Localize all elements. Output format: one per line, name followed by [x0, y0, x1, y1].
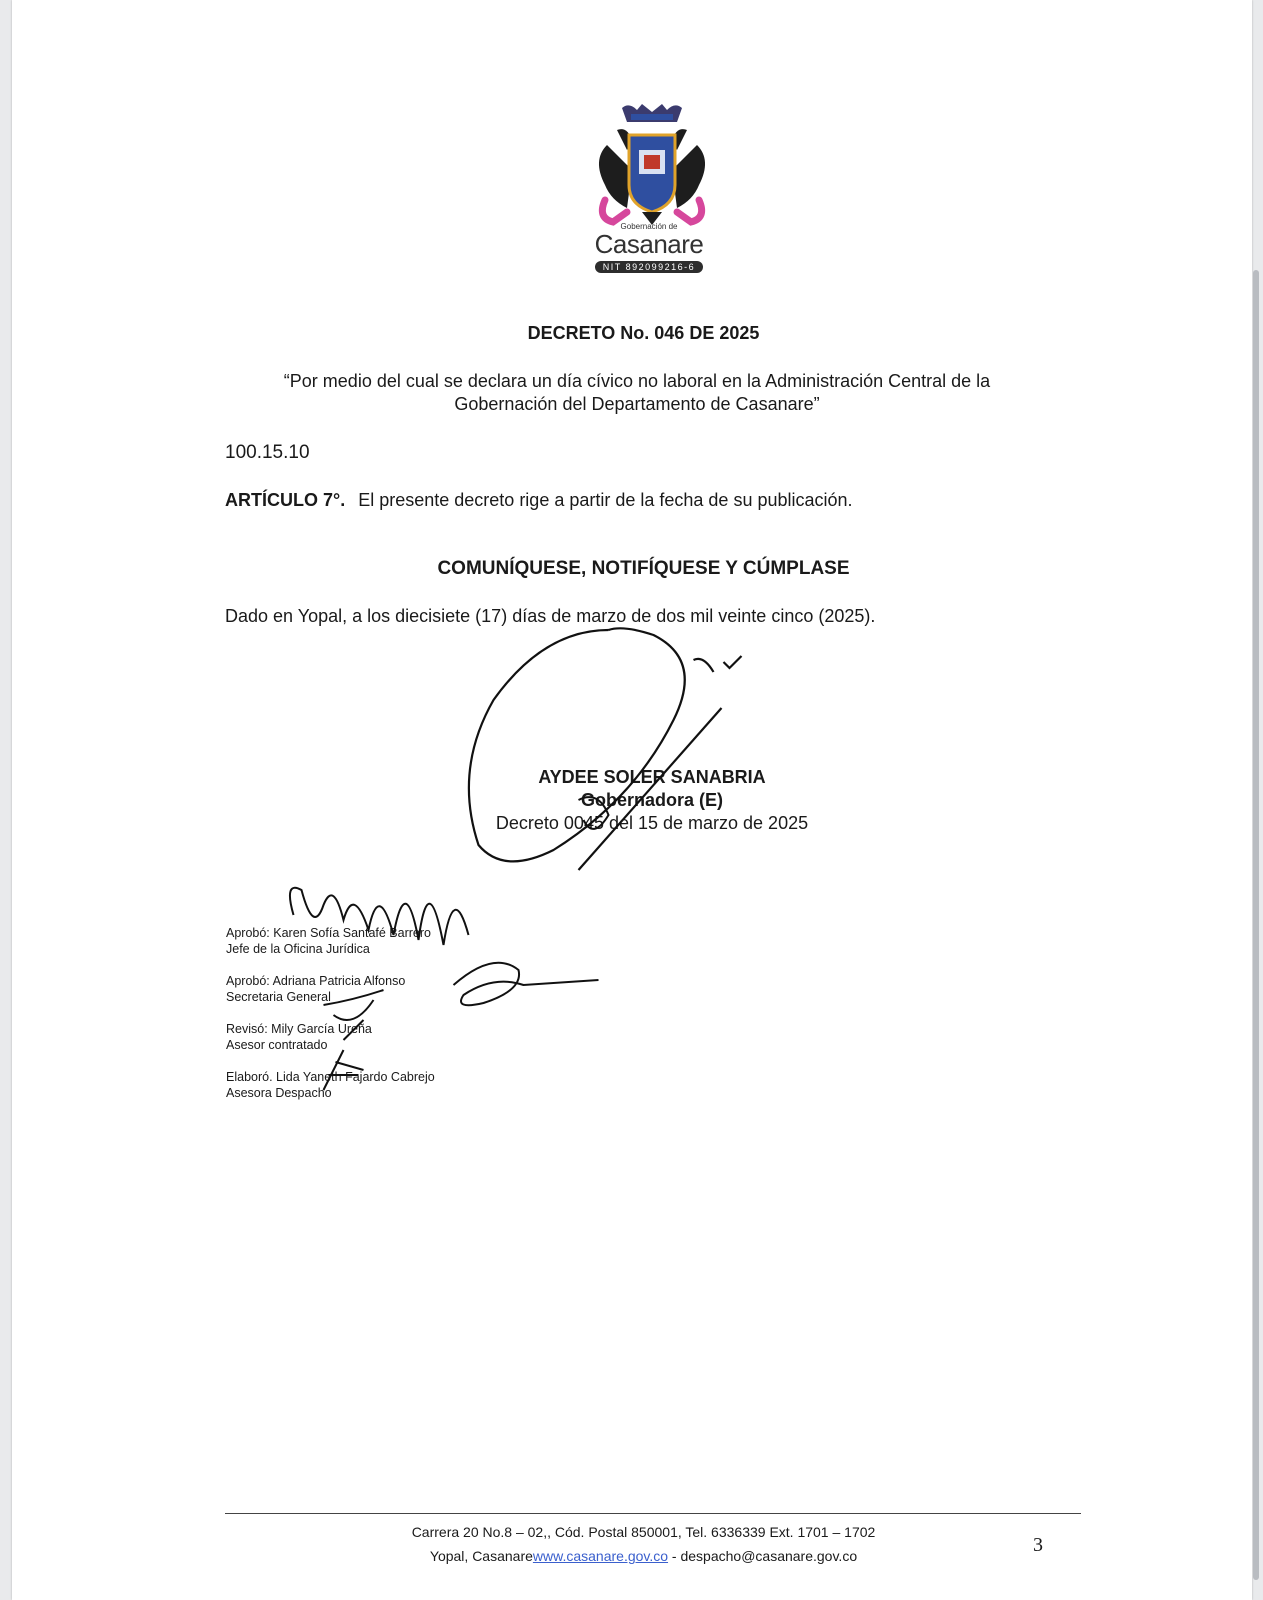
- website-link[interactable]: www.casanare.gov.co: [532, 1548, 669, 1564]
- approval-line: Aprobó: Karen Sofía Santafé Barrero: [226, 926, 431, 940]
- signer-name: AYDEE SOLER SANABRIA: [538, 767, 766, 787]
- given-date-statement: Dado en Yopal, a los diecisiete (17) días de marzo de dos mil veinte cinco (2025).: [225, 606, 876, 626]
- subtitle-line-2: Gobernación del Departamento de Casanare”: [454, 394, 820, 414]
- footer-city: Yopal, Casanare: [429, 1548, 533, 1564]
- logo-caption: [584, 222, 714, 275]
- footer-address: Carrera 20 No.8 – 02,, Cód. Postal 850001, Tel. 6336339 Ext. 1701 – 1702: [411, 1524, 876, 1540]
- approval-role: Asesora Despacho: [226, 1086, 332, 1100]
- approvals-list: [226, 925, 435, 1117]
- closing-formula: COMUNÍQUESE, NOTIFÍQUESE Y CÚMPLASE: [437, 558, 850, 579]
- approval-entry: [226, 973, 435, 1005]
- article-text: El presente decreto rige a partir de la fecha de su publicación.: [358, 490, 853, 510]
- scrollbar[interactable]: [1253, 270, 1259, 1580]
- signer-block: [452, 766, 852, 835]
- document-code: 100.15.10: [225, 442, 310, 463]
- article-label: ARTÍCULO 7°.: [225, 490, 346, 510]
- decree-title: DECRETO No. 046 DE 2025: [527, 323, 760, 343]
- approval-signature-2: [454, 963, 599, 1006]
- approval-role: Jefe de la Oficina Jurídica: [226, 942, 370, 956]
- article-7: [225, 490, 853, 511]
- signer-role: Gobernadora (E): [580, 790, 723, 810]
- approval-entry: [226, 925, 435, 957]
- logo-nit: NIT 892099216-6: [595, 261, 703, 273]
- approval-line: Aprobó: Adriana Patricia Alfonso: [226, 974, 406, 988]
- approval-entry: [226, 1021, 435, 1053]
- subtitle-line-1: “Por medio del cual se declara un día cívico no laboral en la Administración Central de la: [283, 371, 991, 391]
- footer-divider: [225, 1513, 1081, 1514]
- approval-role: Asesor contratado: [226, 1038, 328, 1052]
- approval-line: Revisó: Mily García Ureña: [226, 1022, 372, 1036]
- approval-line: Elaboró. Lida Yaneth Fajardo Cabrejo: [226, 1070, 435, 1084]
- logo-small-text: Gobernación de: [620, 222, 678, 231]
- footer: [12, 1520, 1263, 1568]
- footer-contact: [12, 1544, 1263, 1568]
- approval-entry: [226, 1069, 435, 1101]
- signer-decree-ref: Decreto 0045 del 15 de marzo de 2025: [495, 813, 809, 833]
- governor-signature-mark: [694, 656, 742, 672]
- document-page: [12, 0, 1252, 1600]
- page-number: 3: [1033, 1534, 1043, 1556]
- decree-subtitle: [212, 370, 1062, 416]
- footer-email: - despacho@casanare.gov.co: [668, 1548, 858, 1564]
- logo-name: Casanare: [594, 229, 704, 259]
- approval-role: Secretaria General: [226, 990, 331, 1004]
